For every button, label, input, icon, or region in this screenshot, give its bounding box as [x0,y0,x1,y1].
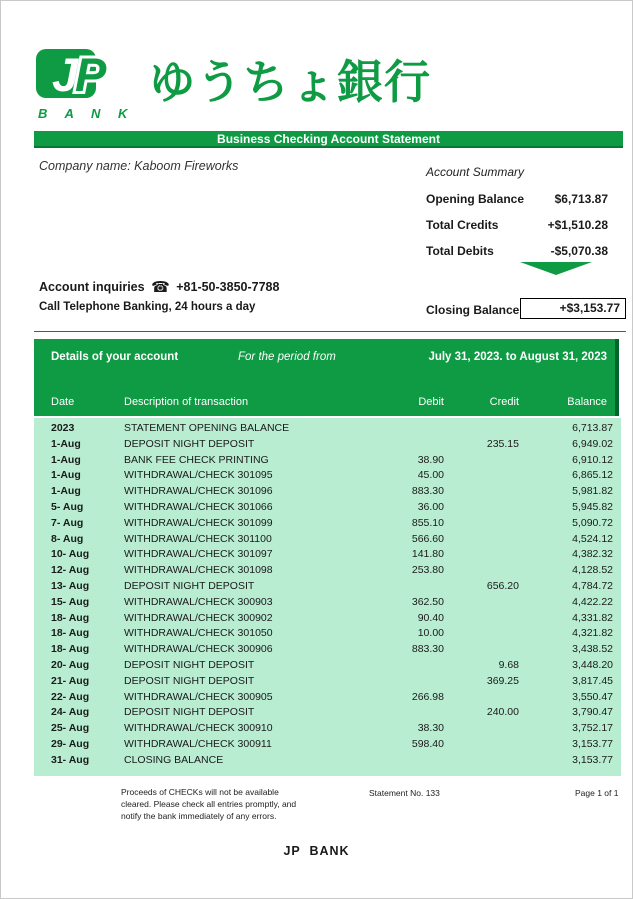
tx-balance: 3,153.77 [572,753,613,766]
phone-number: +81-50-3850-7788 [176,280,280,294]
closing-balance-value: +$3,153.77 [520,298,626,319]
tx-date: 18- Aug [51,643,90,656]
tx-date: 10- Aug [51,548,90,561]
table-row [34,563,621,579]
statement-title: Business Checking Account Statement [217,132,440,146]
tx-date: 8- Aug [51,532,84,545]
table-row [34,658,621,674]
summary-value: +$1,510.28 [547,218,608,232]
account-summary-heading: Account Summary [426,165,525,179]
tx-debit: 36.00 [417,500,444,513]
table-row [34,484,621,500]
closing-balance-label: Closing Balance [426,303,520,317]
table-row [34,674,621,690]
tx-date: 1-Aug [51,453,81,466]
tx-debit: 90.40 [417,611,444,624]
table-row [34,468,621,484]
period-label: For the period from [238,351,336,363]
tx-debit: 38.30 [417,722,444,735]
summary-row-opening-balance [426,192,626,218]
tx-debit: 883.30 [411,485,444,498]
tx-balance: 4,321.82 [572,627,613,640]
tx-description: WITHDRAWAL/CHECK 300903 [124,595,273,608]
bank-footer-wordmark: JP BANK [283,844,350,858]
tx-balance: 3,448.20 [572,658,613,671]
account-inquiries-label: Account inquiries [39,280,145,294]
table-row [34,437,621,453]
tx-date: 31- Aug [51,753,90,766]
tx-description: WITHDRAWAL/CHECK 300910 [124,722,273,735]
tx-debit: 45.00 [417,469,444,482]
tx-description: BANK FEE CHECK PRINTING [124,453,269,466]
tx-description: WITHDRAWAL/CHECK 301066 [124,500,273,513]
tx-balance: 6,949.02 [572,437,613,450]
tx-description: WITHDRAWAL/CHECK 300905 [124,690,273,703]
col-header-balance: Balance [567,396,607,408]
table-column-headers [34,396,615,408]
tx-balance: 5,981.82 [572,485,613,498]
tx-date: 18- Aug [51,611,90,624]
tx-debit: 883.30 [411,643,444,656]
table-row [34,690,621,706]
tx-balance: 3,438.52 [572,643,613,656]
tx-credit: 240.00 [486,706,519,719]
table-row [34,421,621,437]
tx-debit: 566.60 [411,532,444,545]
tx-date: 12- Aug [51,564,90,577]
jp-bank-logo [36,48,146,121]
table-row [34,737,621,753]
tx-date: 25- Aug [51,722,90,735]
tx-description: CLOSING BALANCE [124,753,224,766]
tx-balance: 4,524.12 [572,532,613,545]
col-header-debit: Debit [418,396,444,408]
tx-description: WITHDRAWAL/CHECK 300911 [124,737,272,750]
tx-date: 20- Aug [51,658,90,671]
tx-description: STATEMENT OPENING BALANCE [124,422,290,434]
tx-balance: 3,817.45 [572,674,613,687]
down-triangle-icon [520,262,592,275]
tx-balance: 4,422.22 [572,595,613,608]
details-header-block [34,339,619,416]
tx-balance: 6,910.12 [572,453,613,466]
tx-description: WITHDRAWAL/CHECK 301050 [124,627,273,640]
tx-date: 18- Aug [51,627,90,640]
tx-date: 1-Aug [51,485,81,498]
tx-balance: 5,090.72 [572,516,613,529]
tx-debit: 141.80 [411,548,444,561]
tx-balance: 4,331.82 [572,611,613,624]
tx-debit: 253.80 [411,564,444,577]
summary-value: -$5,070.38 [550,244,608,258]
tx-description: DEPOSIT NIGHT DEPOSIT [124,658,255,671]
table-row [34,500,621,516]
summary-value: $6,713.87 [554,192,608,206]
tx-balance: 6,713.87 [572,422,613,434]
table-row [34,516,621,532]
logo-letter-p: P [75,48,107,100]
tx-date: 29- Aug [51,737,90,750]
tx-date: 2023 [51,422,75,434]
transactions-table [34,418,621,776]
tx-date: 15- Aug [51,595,90,608]
tx-description: DEPOSIT NIGHT DEPOSIT [124,674,255,687]
tx-description: WITHDRAWAL/CHECK 300906 [124,643,273,656]
col-header-credit: Credit [489,396,519,408]
page-number: Page 1 of 1 [575,788,619,798]
table-row [34,721,621,737]
jp-emblem-icon [36,48,146,100]
period-value: July 31, 2023. to August 31, 2023 [428,351,607,363]
table-row [34,547,621,563]
summary-label: Opening Balance [426,192,525,206]
tx-balance: 4,784.72 [572,579,613,592]
tx-balance: 3,752.17 [572,722,613,735]
tx-description: DEPOSIT NIGHT DEPOSIT [124,437,255,450]
tx-balance: 3,790.47 [572,706,613,719]
tx-description: DEPOSIT NIGHT DEPOSIT [124,579,255,592]
tx-description: DEPOSIT NIGHT DEPOSIT [124,706,255,719]
tx-credit: 369.25 [486,674,519,687]
tx-credit: 235.15 [486,437,519,450]
tx-balance: 3,153.77 [572,737,613,750]
phone-icon: ☎ [151,279,170,296]
tx-balance: 4,382.32 [572,548,613,561]
tx-balance: 3,550.47 [572,690,613,703]
tx-description: WITHDRAWAL/CHECK 301099 [124,516,273,529]
tx-balance: 4,128.52 [572,564,613,577]
tx-date: 21- Aug [51,674,90,687]
col-header-description: Description of transaction [124,396,249,408]
table-row [34,705,621,721]
tx-balance: 6,865.12 [572,469,613,482]
footer-note [121,787,296,823]
footer-note-line: Proceeds of CHECKs will not be available [121,787,279,797]
tx-description: WITHDRAWAL/CHECK 300902 [124,611,273,624]
tx-date: 13- Aug [51,579,90,592]
table-row [34,611,621,627]
tx-balance: 5,945.82 [572,500,613,513]
tx-date: 7- Aug [51,516,84,529]
tx-description: WITHDRAWAL/CHECK 301097 [124,548,273,561]
tx-date: 1-Aug [51,469,81,482]
table-row [34,453,621,469]
statement-title-bar [34,131,623,148]
logo-bank-word: B A N K [38,106,135,121]
tx-debit: 266.98 [411,690,444,703]
tx-description: WITHDRAWAL/CHECK 301100 [124,532,272,545]
table-row [34,595,621,611]
tx-debit: 855.10 [411,516,444,529]
table-row [34,753,621,769]
tx-date: 1-Aug [51,437,81,450]
col-header-date: Date [51,396,75,408]
statement-number: Statement No. 133 [369,788,440,798]
account-inquiries-line [39,278,279,296]
horizontal-rule [34,331,626,332]
tx-date: 22- Aug [51,690,90,703]
tx-credit: 656.20 [486,579,519,592]
account-summary [426,165,626,270]
tx-debit: 362.50 [411,595,444,608]
tx-debit: 598.40 [411,737,444,750]
table-row [34,626,621,642]
telephone-banking-line: Call Telephone Banking, 24 hours a day [39,301,256,313]
table-row [34,532,621,548]
bank-name-japanese: ゆうちょ銀行 [149,56,431,108]
company-name-line: Company name: Kaboom Fireworks [39,159,239,173]
details-heading: Details of your account [51,351,179,363]
tx-date: 5- Aug [51,500,84,513]
footer-note-line: notify the bank immediately of any errors. [121,810,277,821]
summary-label: Total Debits [426,244,494,258]
tx-credit: 9.68 [498,658,519,671]
table-row [34,642,621,658]
tx-debit: 10.00 [417,627,444,640]
tx-debit: 38.90 [417,453,444,466]
logo-letter-j: J [52,48,79,100]
tx-description: WITHDRAWAL/CHECK 301098 [124,564,273,577]
summary-row-total-credits [426,218,626,244]
tx-description: WITHDRAWAL/CHECK 301096 [124,485,273,498]
summary-label: Total Credits [426,218,499,232]
tx-date: 24- Aug [51,706,90,719]
table-row [34,579,621,595]
tx-description: WITHDRAWAL/CHECK 301095 [124,469,273,482]
footer-note-line: cleared. Please check all entries promptly, and [121,798,297,809]
